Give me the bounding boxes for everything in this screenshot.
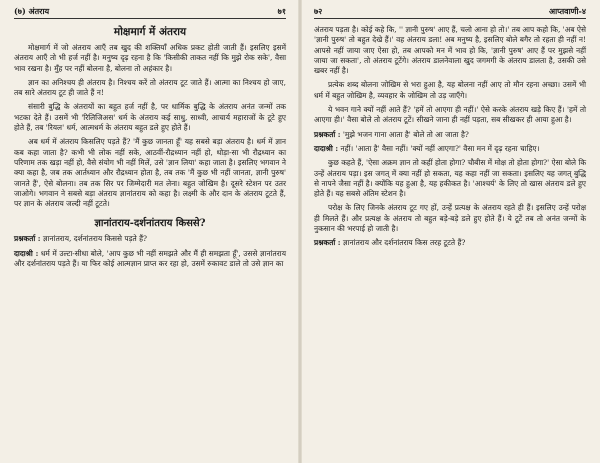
qa-paragraph <box>314 238 586 248</box>
left-header-chapter: (७) अंतराय <box>14 6 50 16</box>
chapter-title: मोक्षमार्ग में अंतराय <box>113 26 187 38</box>
paragraph: प्रत्येक शब्द बोलना जोखिम से भरा हुआ है, यह बोलना नहीं आए तो मौन रहना अच्छा। उसमें भी धर्म में बहुत जोखिम है, व्यवहार के जोखिम तो उड़ जाएँगे। <box>314 80 586 100</box>
right-page-number: ७२ <box>314 6 323 16</box>
right-header-book: आप्तवाणी-४ <box>548 6 586 16</box>
right-page <box>300 0 600 463</box>
left-page-number: ७१ <box>277 6 286 16</box>
speaker-label: प्रश्नकर्ता : <box>314 129 341 139</box>
paragraph: ज्ञान का अनिश्चय ही अंतराय है। निश्चय करें तो अंतराय टूट जाते हैं। आत्मा का निश्चय हो जाए, तब सारे अंतराय टूट ही जाते हैं न! <box>14 77 286 98</box>
paragraph: कुछ कहते हैं, 'ऐसा अक्रम ज्ञान तो कहीं होता होगा? चौबीस में मोक्ष तो होता होगा?' ऐसा बोले कि उन्हें अंतराय पड़ा। इस जगत् में क्या नहीं हो सकता, यह कहा नहीं जा सकता। इसलिए यह जगत् बुद्धि से नापने जैसा नहीं है। क्योंकि यह हुआ है, यह हकीकत है। 'आश्चर्य' के लिए तो खास अंतराय डले हुए होते हैं। यह सबसे अंतिम स्टेशन है। <box>314 158 586 199</box>
speaker-label: दादाश्री : <box>14 248 39 258</box>
paragraph: अब धर्म में अंतराय किसलिए पड़ते हैं? 'मैं कुछ जानता हूँ' यह सबसे बड़ा अंतराय है। धर्म में ज्ञान कब कहा जाता है? कभी भी लोक नहीं सके, आठवीं-रौद्रध्यान नहीं हो, थोड़ा-सा भी रौद्रध्यान का परिणाम तक खड़ा नहीं हो, वैसे संयोग भी नहीं मिलें, उसे 'ज्ञान लिया' कहा जाता है। इसलिए भगवान ने क्या कहा है, जब तक आर्तध्यान और रौद्रध्यान होता है, तब तक 'मैं कुछ भी नहीं जानता, ज्ञानी पुरुष' जानते हैं', ऐसे बोलना। तब तक सिर पर जिम्मेदारी मत लेना। बहुत जोखिम है। दूसरे स्टेशन पर उतर जाओगे। भगवान ने सबसे बड़ा अंतराय ज्ञानांतराय को कहा है। लक्ष्मी के और दान के अंतराय टूटते हैं, पर ज्ञान के अंतराय जल्दी नहीं टूटते। <box>14 137 286 209</box>
qa-paragraph <box>14 249 286 270</box>
speaker-label: प्रश्नकर्ता : <box>14 234 41 244</box>
paragraph: परोक्ष के लिए जिनके अंतराय टूट गए हों, उन्हें प्रत्यक्ष के अंतराय रहते ही हैं। इसलिए उन्हें परोक्ष ही मिलते हैं। और प्रत्यक्ष के अंतराय तो बहुत बड़े-बड़े डले हुए होते हैं। ये टूटें तब तो अनंत जन्मों के नुकसान की भरपाई हो जाती है। <box>314 203 586 234</box>
paragraph: अंतराय पड़ता है। कोई कहे कि, '' ज्ञानी पुरुष' आए हैं, चलो आना हो तो।' तब आप कहो कि, 'अब ऐसे 'ज्ञानी पुरुष' तो बहुत देखे हैं।' वह अंतराय डला! अब मनुष्य है, इसलिए बोले बगैर तो रहता ही नहीं न! आपसे नहीं जाया जाए ऐसा हो, तब आपको मन में भाव हो कि, 'ज्ञानी पुरुष' आए हैं पर मुझसे नहीं जाया जा सकता', तो अंतराय टूटेंगे। अंतराय डालनेवाला खुद जगमगी के अंतराय डालता है, उसकी उसे खबर नहीं है। <box>314 25 587 76</box>
paragraph: मोक्षमार्ग में जो अंतराय आएँ तब खुद की शक्तियाँ अधिक प्रकट होती जाती हैं। इसलिए इसमें अंतराय आएँ तो भी हर्ज नहीं है। मनुष्य दृढ़ रहना है कि 'किसीकी ताकत नहीं कि मुझे रोक सके', वैसा भाव रखना है। मुँह पर नहीं बोलना है, बोलना तो अहंकार है। <box>14 43 286 73</box>
left-running-head <box>14 6 286 19</box>
qa-text: ज्ञानांतराय और दर्शनांतराय किस तरह टूटते हैं? <box>340 238 466 248</box>
qa-text: 'मुझे भजन गाना आता है' बोले तो आ जाता है? <box>340 129 469 139</box>
qa-text: नहीं। 'आता है' वैसा नहीं। 'क्यों नहीं आएगा?' वैसा मन में दृढ़ रहना चाहिए। <box>338 143 540 153</box>
speaker-label: प्रश्नकर्ता : <box>314 238 341 248</box>
speaker-label: दादाश्री : <box>314 143 339 153</box>
paragraph: ये भवन गाने क्यों नहीं आते हैं? 'हमें तो आएगा ही नहीं।' ऐसे करके अंतराय खड़े किए हैं। 'हमें तो आएगा ही।' वैसा बोले तो अंतराय टूटें। सीखने जाना ही नहीं पड़ता, सब सीखकर ही आया हुआ है। <box>314 105 586 125</box>
qa-text: ज्ञानांतराय, दर्शनांतराय किससे पड़ते हैं? <box>40 234 147 244</box>
qa-paragraph <box>314 130 586 140</box>
qa-text: धर्म में उल्टा-सीधा बोले, 'आप कुछ भी नहीं समझते और मैं ही समझता हूँ', उससे ज्ञानांतराय और दर्शनांतराय पड़ते हैं। या फिर कोई आत्मज्ञान प्राप्त कर रहा हो, उसमें रुकावट डाले तो उसे ज्ञान का <box>14 248 286 269</box>
qa-paragraph <box>14 234 286 244</box>
section-title: ज्ञानांतराय-दर्शनांतराय किससे? <box>94 218 206 230</box>
qa-paragraph <box>314 144 586 154</box>
paragraph: संसारी बुद्धि के अंतरायों का बहुत हर्ज नहीं है, पर धार्मिक बुद्धि के अंतराय अनंत जन्मों तक भटका देते हैं। उसमें भी 'रिलिजिअस' धर्म के अंतराय कई साधु, साध्वी, आचार्य महाराजों के टूटे हुए होते हैं, तब 'रियल' धर्म, आत्मधर्म के अंतराय बहुत डले हुए होते हैं। <box>14 102 286 133</box>
right-running-head <box>314 6 586 19</box>
